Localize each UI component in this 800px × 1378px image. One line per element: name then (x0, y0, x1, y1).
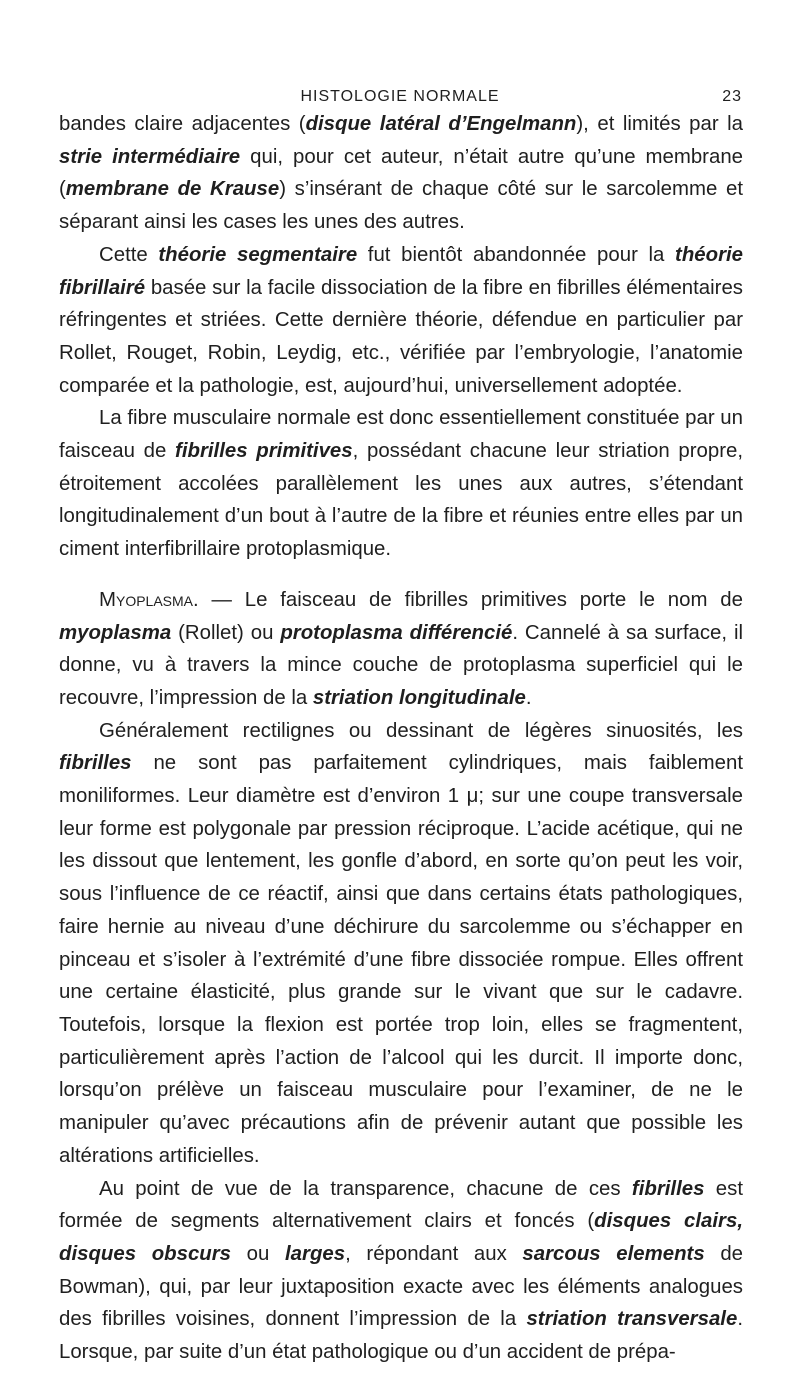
text-run: ) s’insérant de chaque côté sur le sarcolemme et séparant ainsi les cases les unes des autres. (59, 178, 743, 234)
emphasis-text: membrane de Krause (65, 178, 280, 201)
emphasis-text: protoplasma différencié (280, 621, 513, 644)
text-run: bandes claire adjacentes ( (59, 113, 306, 135)
running-title: HISTOLOGIE NORMALE (300, 88, 500, 105)
paragraph (59, 584, 743, 715)
text-run: . Cannelé à sa surface, il donne, vu à travers la mince couche de protoplasma superficiel qui le recouvre, l’impression de la (59, 621, 743, 709)
body-text (59, 108, 743, 1369)
emphasis-text: disque latéral d’Engelmann (305, 113, 577, 135)
text-run: Cette (99, 243, 159, 266)
text-run: (Rollet) ou (171, 621, 281, 644)
emphasis-text: fibrilles (631, 1177, 705, 1200)
emphasis-text: sarcous elements (522, 1242, 705, 1265)
emphasis-text: théorie fibrillairé (59, 243, 744, 299)
emphasis-text: théorie segmentaire (158, 243, 358, 266)
text-run: ), et limités par la (576, 113, 743, 135)
emphasis-text: strie intermédiaire (59, 145, 241, 168)
emphasis-text: striation longitudinale (312, 686, 526, 709)
paragraph (59, 1173, 743, 1369)
emphasis-text: striation transversale (526, 1308, 738, 1331)
paragraph (59, 715, 743, 1173)
emphasis-text: fibrilles primitives (175, 440, 353, 463)
emphasis-text: fibrilles (59, 752, 132, 775)
text-run: Au point de vue de la transparence, chacune de ces (99, 1177, 632, 1200)
text-run: fut bientôt abandonnée pour la (357, 243, 676, 266)
page-number: 23 (722, 88, 742, 105)
text-run: qui, pour cet auteur, n’était autre qu’une membrane ( (59, 145, 743, 201)
paragraph (59, 239, 743, 403)
text-run: . (525, 686, 532, 709)
emphasis-text: myoplasma (59, 621, 172, 644)
text-run: , répondant aux (345, 1242, 523, 1265)
text-run: basée sur la facile dissociation de la fibre en fibrilles élémentaires réfringentes et striées. Cette dernière théorie, défendue en particulier par Rollet, Rouget, Robin, Leydig, etc., vérifiée par l’embryologie, l’anatomie comparée et la pathologie, est, aujourd’hui, universellement adoptée. (59, 276, 743, 397)
text-run: Généralement rectilignes ou dessinant de légères sinuosités, les (99, 719, 743, 742)
paragraph (59, 402, 743, 566)
paragraph (59, 108, 743, 239)
text-run: ne sont pas parfaitement cylindriques, mais faiblement moniliformes. Leur diamètre est d’environ 1 μ; sur une coupe transversale leur forme est polygonale par pression réciproque. L’acide acétique, qui ne les dissout que lentement, les gonfle d’abord, en sorte qu’on peut les voir, sous l’influence de ce réactif, ainsi que dans certains états pathologiques, faire hernie au niveau d’une déchirure du sarcolemme ou s’échapper en pinceau et s’isoler à l’extrémité d’une fibre dissociée rompue. Elles offrent une certaine élasticité, plus grande sur le vivant que sur le cadavre. Toutefois, lorsque la flexion est portée trop loin, elles se fragmentent, particulièrement après l’action de l’alcool qui les durcit. Il importe donc, lorsqu’on prélève un faisceau musculaire pour l’examiner, de ne le manipuler qu’avec précautions afin de prévenir autant que possible les altérations artificielles. (59, 752, 743, 1167)
text-run: est formée de segments alternativement clairs et foncés ( (59, 1177, 743, 1233)
text-run: — Le faisceau de fibrilles primitives porte le nom de (198, 588, 743, 611)
text-run: . Lorsque, par suite d’un état pathologique ou d’un accident de prépa- (59, 1308, 743, 1364)
emphasis-text: disques clairs, disques obscurs (59, 1210, 743, 1265)
text-run: de Bowman), qui, par leur juxtaposition exacte avec les éléments analogues des fibrilles voisines, donnent l’impression de la (59, 1242, 744, 1331)
section-heading: Myoplasma. (99, 588, 199, 611)
text-run: ou (231, 1242, 286, 1265)
text-run: La fibre musculaire normale est donc essentiellement constituée par un faisceau de (59, 407, 743, 463)
text-run: , possédant chacune leur striation propre, étroitement accolées parallèlement les unes aux autres, s’étendant longitudinalement d’un bout à l’autre de la fibre et réunies entre elles par un ciment interfibrillaire protoplasmique. (59, 440, 744, 561)
emphasis-text: larges (285, 1242, 346, 1265)
